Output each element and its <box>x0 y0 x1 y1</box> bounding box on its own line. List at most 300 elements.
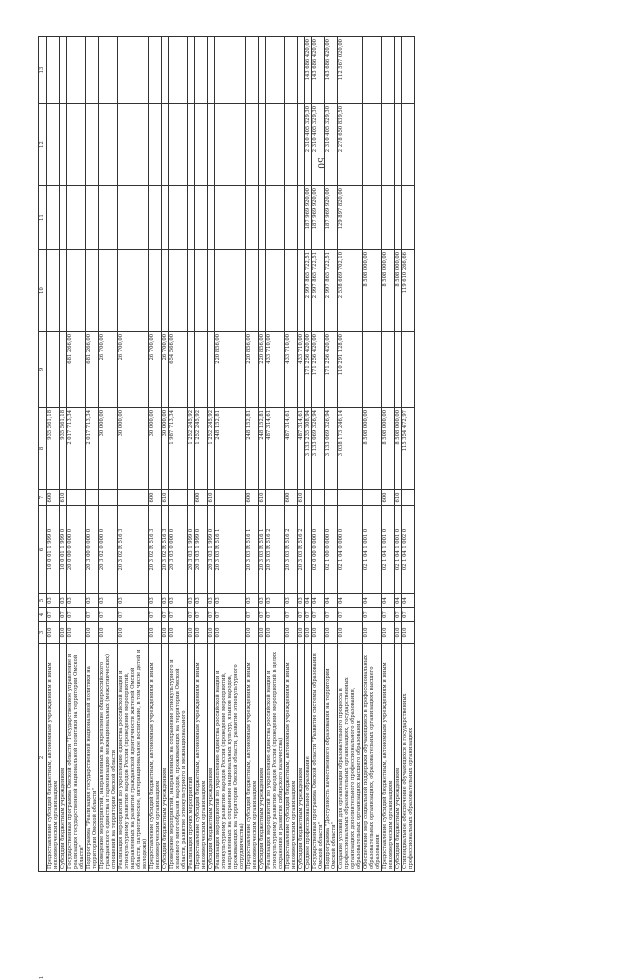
row-amount-col8: 30 000,00 <box>99 408 118 490</box>
row-description: Субсидии бюджетным учреждениям <box>395 644 402 872</box>
row-expense-type <box>188 490 195 506</box>
row-amount-col11 <box>402 186 415 250</box>
row-amount-col9: 171 256 420,00 <box>312 332 325 408</box>
row-amount-col11 <box>86 186 99 250</box>
row-amount-col9: 654 566,00 <box>169 332 188 408</box>
row-expense-type: 610 <box>60 490 67 506</box>
row-amount-col13: 143 686 420,00 <box>312 37 325 104</box>
row-amount-col9: 681 266,00 <box>86 332 99 408</box>
table-row <box>395 37 402 872</box>
row-ministry-code: 010 <box>195 622 208 644</box>
row-amount-col13: 143 686 420,00 <box>305 37 312 104</box>
column-number: 8 <box>39 408 47 490</box>
row-description: Субсидии бюджетным учреждениям <box>208 644 215 872</box>
row-amount-col8: 2 017 713,34 <box>67 408 86 490</box>
row-amount-col11 <box>118 186 149 250</box>
row-expense-type: 610 <box>298 490 305 506</box>
row-amount-col13 <box>382 37 395 104</box>
row-amount-col9 <box>402 332 415 408</box>
table-row <box>162 37 169 872</box>
row-section-code: 07 <box>259 608 266 622</box>
row-ministry-code: 010 <box>215 622 246 644</box>
row-subsection-code: 03 <box>86 594 99 608</box>
table-row <box>118 37 149 872</box>
row-description: Проведение мероприятий, направленных на укрепление общероссийского гражданского единства и гармонизацию межнациональных (межэтнических) отношений на территории Омской области <box>99 644 118 872</box>
row-amount-col10: 8 508 000,00 <box>363 250 382 332</box>
row-target-article: 02 1 04 1 001 0 <box>363 506 382 594</box>
table-row <box>86 37 99 872</box>
row-section-code: 07 <box>298 608 305 622</box>
row-amount-col10: 2 997 865 722,51 <box>312 250 325 332</box>
row-amount-col8: 1 252 245,92 <box>195 408 208 490</box>
row-amount-col13 <box>118 37 149 104</box>
row-amount-col9: 681 266,00 <box>67 332 86 408</box>
row-amount-col13: 112 567 020,00 <box>338 37 363 104</box>
row-expense-type <box>363 490 382 506</box>
column-number: 10 <box>39 250 47 332</box>
row-amount-col12: 2 278 650 839,50 <box>338 104 363 186</box>
table-row <box>67 37 86 872</box>
row-description: Государственная программа Омской области "Государственное управление и реализация государственной национальной политики на территории Омской области" <box>67 644 86 872</box>
row-expense-type <box>338 490 363 506</box>
row-amount-col10 <box>298 250 305 332</box>
row-description: Предоставление субсидий бюджетным, автономным учреждениям и иным некоммерческим организациям <box>195 644 208 872</box>
row-ministry-code: 010 <box>259 622 266 644</box>
row-description: Субсидии бюджетным учреждениям <box>259 644 266 872</box>
row-ministry-code: 010 <box>208 622 215 644</box>
row-amount-col11 <box>215 186 246 250</box>
row-section-code: 07 <box>325 608 338 622</box>
row-amount-col13 <box>99 37 118 104</box>
row-description: Реализация мероприятий по укреплению единства российской нации и этнокультурному развитию народов России (проведение мероприятий, направленных на сохранение национальных культур, языков народов, проживающих на территории Омской области, развитие этнокультурного сотрудничества) <box>215 644 246 872</box>
row-target-article: 02 1 04 0 000 0 <box>338 506 363 594</box>
row-amount-col11 <box>266 186 285 250</box>
row-target-article: 20 3 02 R 516 3 <box>149 506 162 594</box>
table-row <box>338 37 363 872</box>
row-amount-col12 <box>162 104 169 186</box>
row-amount-col12 <box>208 104 215 186</box>
column-number: 12 <box>39 104 47 186</box>
row-description: Подпрограмма "Доступность качественного образования на территории Омской области" <box>325 644 338 872</box>
row-amount-col9: 26 700,00 <box>118 332 149 408</box>
row-subsection-code: 04 <box>312 594 325 608</box>
column-number: 7 <box>39 490 47 506</box>
row-amount-col9: 171 256 420,00 <box>325 332 338 408</box>
row-subsection-code: 03 <box>188 594 195 608</box>
row-amount-col13 <box>395 37 402 104</box>
table-row <box>402 37 415 872</box>
row-amount-col12 <box>195 104 208 186</box>
row-target-article: 02 1 00 0 000 0 <box>325 506 338 594</box>
row-expense-type <box>215 490 246 506</box>
row-description: Субсидии бюджетным учреждениям <box>298 644 305 872</box>
row-ministry-code: 010 <box>338 622 363 644</box>
row-amount-col9 <box>395 332 402 408</box>
row-amount-col12 <box>215 104 246 186</box>
row-amount-col13 <box>67 37 86 104</box>
row-amount-col13 <box>215 37 246 104</box>
row-amount-col12 <box>60 104 67 186</box>
row-subsection-code: 03 <box>47 594 60 608</box>
row-amount-col8: 487 314,61 <box>285 408 298 490</box>
table-row <box>298 37 305 872</box>
row-ministry-code: 010 <box>86 622 99 644</box>
row-subsection-code: 04 <box>325 594 338 608</box>
row-amount-col10 <box>188 250 195 332</box>
row-section-code: 07 <box>86 608 99 622</box>
row-expense-type: 600 <box>195 490 208 506</box>
row-target-article: 20 3 03 1 999 0 <box>188 506 195 594</box>
row-amount-col8: 2 017 713,34 <box>86 408 99 490</box>
row-amount-col8: 248 152,81 <box>259 408 266 490</box>
row-section-code: 07 <box>395 608 402 622</box>
table-row <box>363 37 382 872</box>
row-amount-col12 <box>285 104 298 186</box>
row-subsection-code: 03 <box>298 594 305 608</box>
row-section-code: 07 <box>402 608 415 622</box>
table-row <box>208 37 215 872</box>
row-ministry-code: 010 <box>325 622 338 644</box>
row-amount-col10: 119 610 266,66 <box>402 250 415 332</box>
table-row <box>312 37 325 872</box>
row-target-article: 20 3 03 R 516 1 <box>215 506 246 594</box>
row-target-article: 20 3 02 R 516 3 <box>118 506 149 594</box>
column-number: 5 <box>39 594 47 608</box>
row-amount-col10 <box>47 250 60 332</box>
row-section-code: 07 <box>215 608 246 622</box>
row-target-article: 02 1 04 1 001 0 <box>395 506 402 594</box>
row-target-article: 20 3 03 1 999 0 <box>208 506 215 594</box>
row-target-article: 20 3 03 R 516 2 <box>285 506 298 594</box>
row-description: Предоставление субсидий бюджетным, автономным учреждениям и иным некоммерческим организациям <box>246 644 259 872</box>
row-amount-col8: 8 508 000,00 <box>382 408 395 490</box>
row-amount-col8: 487 314,61 <box>266 408 285 490</box>
row-amount-col11 <box>149 186 162 250</box>
row-amount-col9 <box>195 332 208 408</box>
row-section-code: 07 <box>67 608 86 622</box>
page-number: 50 <box>315 157 325 169</box>
row-amount-col13: 143 686 420,00 <box>325 37 338 104</box>
row-amount-col10 <box>60 250 67 332</box>
row-amount-col10 <box>259 250 266 332</box>
row-amount-col12 <box>395 104 402 186</box>
row-expense-type <box>118 490 149 506</box>
row-section-code: 07 <box>363 608 382 622</box>
table-row <box>149 37 162 872</box>
row-amount-col11 <box>47 186 60 250</box>
row-expense-type: 610 <box>208 490 215 506</box>
row-ministry-code: 010 <box>266 622 285 644</box>
row-target-article <box>305 506 312 594</box>
table-row <box>47 37 60 872</box>
row-amount-col11 <box>195 186 208 250</box>
row-amount-col8: 115 354 472,97 <box>402 408 415 490</box>
row-amount-col8: 248 152,81 <box>215 408 246 490</box>
table-row <box>215 37 246 872</box>
row-target-article: 02 0 00 0 000 0 <box>312 506 325 594</box>
row-amount-col8: 30 000,00 <box>118 408 149 490</box>
row-amount-col10: 8 508 000,00 <box>382 250 395 332</box>
row-ministry-code: 010 <box>99 622 118 644</box>
row-amount-col9: 433 710,00 <box>285 332 298 408</box>
row-subsection-code: 03 <box>285 594 298 608</box>
row-target-article: 20 0 00 0 000 0 <box>67 506 86 594</box>
row-amount-col8: 487 314,61 <box>298 408 305 490</box>
row-target-article: 10 0 01 1 999 0 <box>60 506 67 594</box>
row-description: Субсидии бюджетным учреждениям <box>60 644 67 872</box>
row-expense-type <box>305 490 312 506</box>
row-section-code: 07 <box>208 608 215 622</box>
row-section-code: 07 <box>246 608 259 622</box>
row-amount-col13 <box>298 37 305 104</box>
table-row <box>305 37 312 872</box>
row-amount-col10: 2 997 865 722,51 <box>325 250 338 332</box>
row-subsection-code: 04 <box>338 594 363 608</box>
row-section-code: 07 <box>60 608 67 622</box>
row-expense-type <box>266 490 285 506</box>
row-expense-type: 600 <box>47 490 60 506</box>
row-amount-col9: 433 710,00 <box>298 332 305 408</box>
row-amount-col13 <box>60 37 67 104</box>
row-subsection-code: 04 <box>402 594 415 608</box>
row-amount-col9 <box>208 332 215 408</box>
row-amount-col12 <box>402 104 415 186</box>
row-amount-col9: 220 856,00 <box>215 332 246 408</box>
row-amount-col9 <box>47 332 60 408</box>
row-amount-col9: 433 710,00 <box>266 332 285 408</box>
row-subsection-code: 03 <box>215 594 246 608</box>
row-amount-col11: 187 969 920,00 <box>305 186 312 250</box>
row-amount-col13 <box>285 37 298 104</box>
row-expense-type: 610 <box>162 490 169 506</box>
table-row <box>195 37 208 872</box>
row-amount-col9: 220 856,00 <box>246 332 259 408</box>
row-section-code: 07 <box>149 608 162 622</box>
column-number: 1 <box>39 975 45 979</box>
row-ministry-code: 010 <box>312 622 325 644</box>
row-ministry-code: 010 <box>246 622 259 644</box>
row-section-code: 07 <box>285 608 298 622</box>
row-amount-col8: 8 508 000,00 <box>395 408 402 490</box>
row-target-article: 20 3 03 R 516 1 <box>259 506 266 594</box>
row-section-code: 07 <box>338 608 363 622</box>
table-row <box>60 37 67 872</box>
row-subsection-code: 04 <box>363 594 382 608</box>
row-expense-type: 610 <box>259 490 266 506</box>
row-amount-col10 <box>162 250 169 332</box>
row-target-article: 20 3 03 0 000 0 <box>169 506 188 594</box>
row-amount-col12: 2 310 405 329,30 <box>312 104 325 186</box>
row-amount-col8: 1 252 245,92 <box>188 408 195 490</box>
row-section-code: 07 <box>99 608 118 622</box>
row-amount-col11 <box>188 186 195 250</box>
row-amount-col12 <box>99 104 118 186</box>
row-amount-col11 <box>395 186 402 250</box>
row-amount-col13 <box>149 37 162 104</box>
row-description: Предоставление субсидий бюджетным, автономным учреждениям и иным некоммерческим организациям <box>47 644 60 872</box>
row-amount-col12 <box>259 104 266 186</box>
row-subsection-code: 03 <box>266 594 285 608</box>
row-ministry-code: 010 <box>395 622 402 644</box>
table-row <box>325 37 338 872</box>
column-number <box>39 644 47 979</box>
row-amount-col11 <box>208 186 215 250</box>
row-subsection-code: 03 <box>246 594 259 608</box>
row-amount-col11: 129 897 820,00 <box>338 186 363 250</box>
row-amount-col12 <box>149 104 162 186</box>
row-section-code: 07 <box>382 608 395 622</box>
row-description: Предоставление субсидий бюджетным, автономным учреждениям и иным некоммерческим организациям <box>285 644 298 872</box>
row-amount-col11 <box>259 186 266 250</box>
row-section-code: 07 <box>162 608 169 622</box>
row-ministry-code: 010 <box>149 622 162 644</box>
row-amount-col13 <box>162 37 169 104</box>
row-section-code: 07 <box>312 608 325 622</box>
row-target-article: 20 3 02 R 516 3 <box>162 506 169 594</box>
row-subsection-code: 03 <box>259 594 266 608</box>
row-amount-col11 <box>99 186 118 250</box>
row-expense-type <box>325 490 338 506</box>
row-description: Реализация прочих мероприятий <box>188 644 195 872</box>
row-amount-col12 <box>188 104 195 186</box>
table-row <box>246 37 259 872</box>
row-ministry-code: 010 <box>60 622 67 644</box>
row-amount-col12 <box>47 104 60 186</box>
row-amount-col9 <box>60 332 67 408</box>
row-subsection-code: 03 <box>169 594 188 608</box>
row-target-article: 20 3 03 1 999 0 <box>195 506 208 594</box>
row-amount-col8: 248 152,81 <box>246 408 259 490</box>
row-amount-col10 <box>67 250 86 332</box>
row-amount-col10 <box>285 250 298 332</box>
table-row <box>169 37 188 872</box>
row-amount-col10 <box>195 250 208 332</box>
row-amount-col12 <box>86 104 99 186</box>
row-amount-col12 <box>382 104 395 186</box>
row-subsection-code: 03 <box>162 594 169 608</box>
row-ministry-code: 010 <box>305 622 312 644</box>
row-amount-col11 <box>246 186 259 250</box>
row-amount-col12 <box>118 104 149 186</box>
row-target-article: 02 1 04 1 002 0 <box>402 506 415 594</box>
table-row <box>259 37 266 872</box>
row-amount-col13 <box>47 37 60 104</box>
row-ministry-code: 010 <box>285 622 298 644</box>
row-amount-col11: 187 969 920,00 <box>325 186 338 250</box>
row-amount-col8: 3 133 069 326,94 <box>325 408 338 490</box>
row-ministry-code: 010 <box>402 622 415 644</box>
row-amount-col9 <box>363 332 382 408</box>
row-subsection-code: 03 <box>118 594 149 608</box>
row-expense-type <box>67 490 86 506</box>
row-amount-col11 <box>67 186 86 250</box>
row-amount-col9 <box>382 332 395 408</box>
row-amount-col8: 30 000,00 <box>149 408 162 490</box>
row-amount-col12 <box>169 104 188 186</box>
row-ministry-code: 010 <box>162 622 169 644</box>
row-amount-col11 <box>298 186 305 250</box>
row-amount-col10 <box>246 250 259 332</box>
row-subsection-code: 03 <box>149 594 162 608</box>
row-target-article: 20 3 00 0 000 0 <box>86 506 99 594</box>
row-target-article: 10 0 01 1 999 0 <box>47 506 60 594</box>
row-amount-col13 <box>259 37 266 104</box>
row-target-article: 20 3 02 0 000 0 <box>99 506 118 594</box>
row-ministry-code: 010 <box>67 622 86 644</box>
row-description: Реализация мероприятий по укреплению единства российской нации и этнокультурному развитию народов России (проведение мероприятий в целях сохранения и развития сибирского казачества) <box>266 644 285 872</box>
row-description: Предоставление субсидий бюджетным, автономным учреждениям и иным некоммерческим организациям <box>149 644 162 872</box>
row-subsection-code: 03 <box>67 594 86 608</box>
row-expense-type <box>169 490 188 506</box>
row-amount-col9: 26 700,00 <box>149 332 162 408</box>
row-amount-col11 <box>169 186 188 250</box>
row-description: Создание условий для организации образовательного процесса в профессиональных образовательных организациях, государственных организациях дополнительного профессионального образования, образовательных организациях высшего образования <box>338 644 363 872</box>
row-expense-type: 600 <box>382 490 395 506</box>
row-subsection-code: 03 <box>208 594 215 608</box>
row-amount-col12 <box>266 104 285 186</box>
column-number: 4 <box>39 608 47 622</box>
row-amount-col9: 110 291 128,00 <box>338 332 363 408</box>
row-amount-col9: 171 256 420,00 <box>305 332 312 408</box>
row-subsection-code: 04 <box>395 594 402 608</box>
row-amount-col8: 3 038 173 246,14 <box>338 408 363 490</box>
row-amount-col12 <box>246 104 259 186</box>
column-number: 6 <box>39 506 47 594</box>
row-amount-col11 <box>382 186 395 250</box>
table-row <box>285 37 298 872</box>
row-amount-col10: 2 538 669 702,10 <box>338 250 363 332</box>
row-amount-col13 <box>86 37 99 104</box>
row-ministry-code: 010 <box>188 622 195 644</box>
row-ministry-code: 010 <box>47 622 60 644</box>
row-target-article: 20 3 03 R 516 2 <box>298 506 305 594</box>
row-amount-col13 <box>402 37 415 104</box>
row-subsection-code: 03 <box>99 594 118 608</box>
row-amount-col10 <box>169 250 188 332</box>
row-amount-col9: 26 700,00 <box>99 332 118 408</box>
row-amount-col13 <box>169 37 188 104</box>
row-amount-col9: 26 700,00 <box>162 332 169 408</box>
row-amount-col10: 2 997 865 722,51 <box>305 250 312 332</box>
row-amount-col8: 1 252 245,92 <box>208 408 215 490</box>
row-section-code: 07 <box>195 608 208 622</box>
row-description: Подпрограмма "Реализация государственной национальной политики на территории Омской области" <box>86 644 99 872</box>
budget-table <box>38 36 415 979</box>
row-expense-type: 610 <box>395 490 402 506</box>
row-ministry-code: 010 <box>169 622 188 644</box>
rotated-document <box>38 37 415 979</box>
row-amount-col12 <box>363 104 382 186</box>
row-amount-col12: 2 310 405 329,30 <box>325 104 338 186</box>
row-amount-col11 <box>363 186 382 250</box>
row-amount-col10 <box>215 250 246 332</box>
row-expense-type <box>402 490 415 506</box>
row-section-code: 07 <box>266 608 285 622</box>
row-section-code: 07 <box>188 608 195 622</box>
row-amount-col10 <box>208 250 215 332</box>
row-amount-col10 <box>149 250 162 332</box>
row-subsection-code: 04 <box>305 594 312 608</box>
column-number: 11 <box>39 186 47 250</box>
row-description: Государственная программа Омской области "Развитие системы образования Омской области" <box>312 644 325 872</box>
row-amount-col8: 8 508 000,00 <box>363 408 382 490</box>
row-amount-col11 <box>60 186 67 250</box>
row-amount-col8: 3 133 235 308,94 <box>305 408 312 490</box>
row-amount-col13 <box>188 37 195 104</box>
row-description: Проведение мероприятий, направленных на сохранение этнокультурного и языкового многообразия народов, проживающих на территории Омской области, развитие этнокультурного и межнационального <box>169 644 188 872</box>
row-amount-col13 <box>208 37 215 104</box>
row-expense-type <box>86 490 99 506</box>
